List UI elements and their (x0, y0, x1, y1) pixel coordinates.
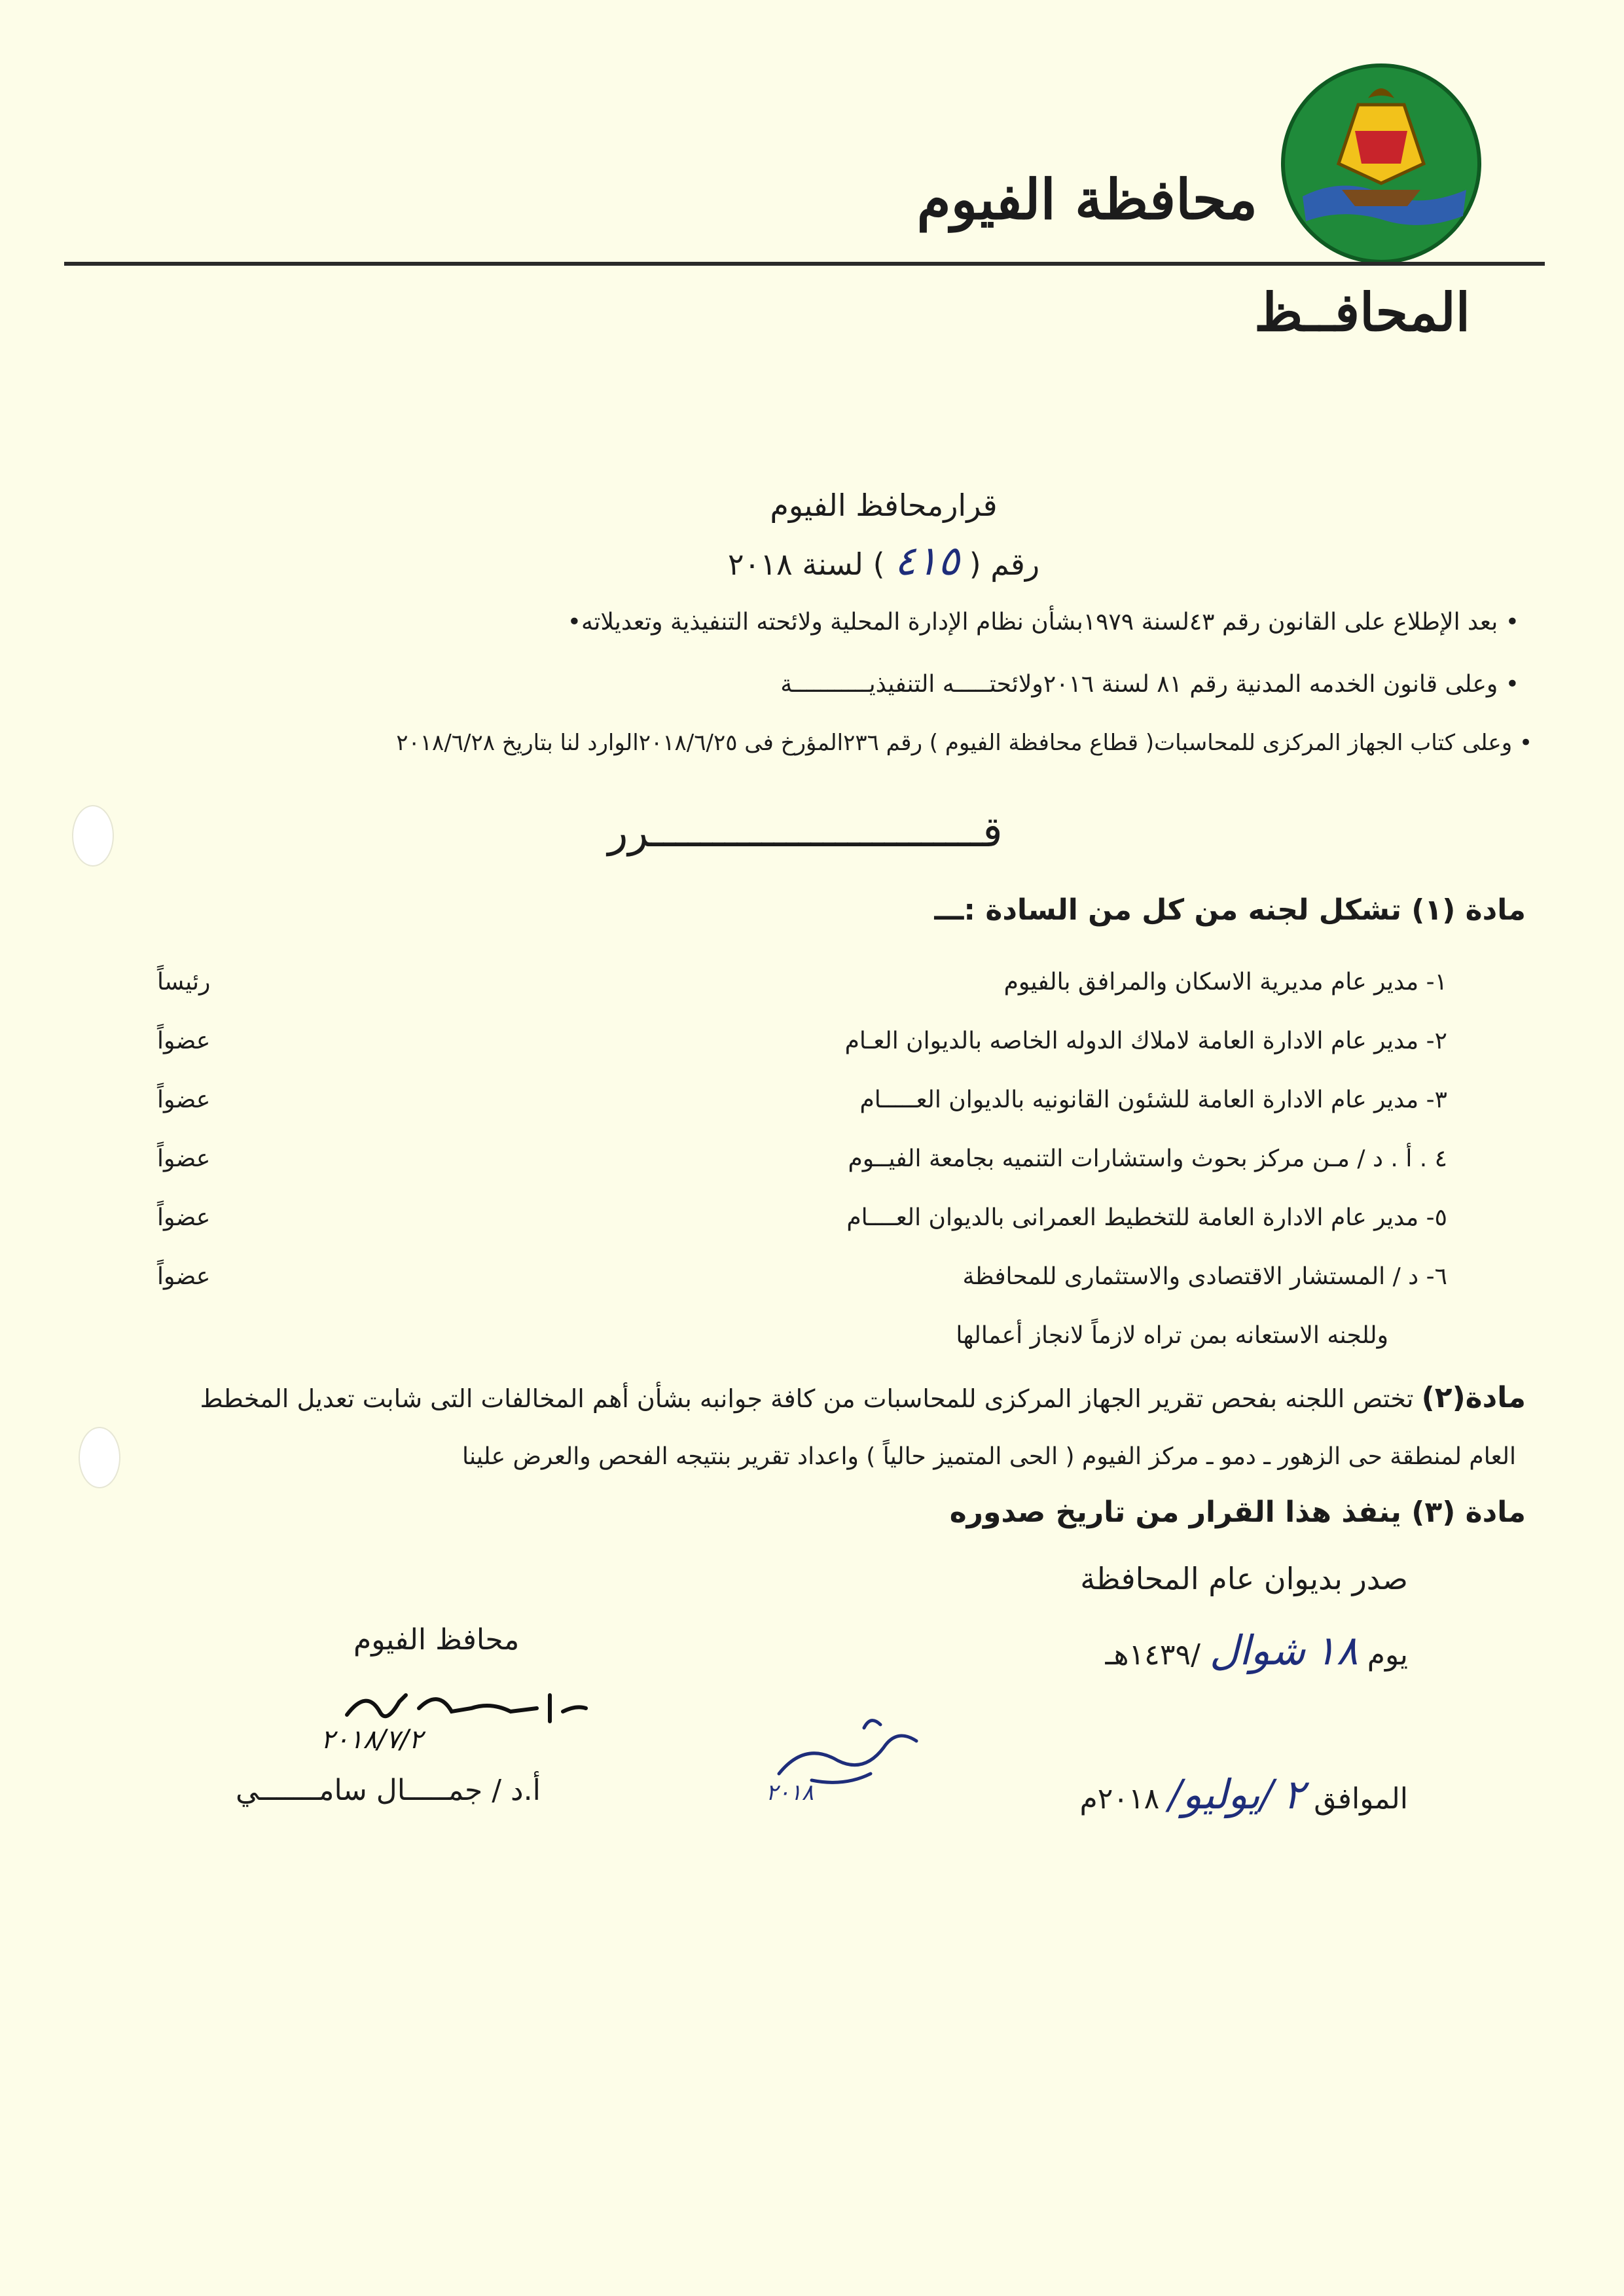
office-title: المحافــظ (1254, 281, 1470, 343)
article-2 (200, 1381, 1526, 1414)
day-label: يوم (1367, 1638, 1408, 1672)
initials-year: ٢٠١٨ (766, 1780, 814, 1806)
committee-member: ٣- مدير عام الادارة العامة للشئون القانونيه بالديوان العـــــام (859, 1086, 1447, 1113)
preamble-item: • وعلى كتاب الجهاز المركزى للمحاسبات( قطاع محافظة الفيوم ) رقم ٢٣٦المؤرخ فى ٢٠١٨/٦/٢٥الوارد لنا بتاريخ ٢٠١٨/٦/٢٨ (396, 730, 1532, 756)
decision-number-prefix: رقم ( (969, 547, 1040, 582)
article-1-heading: مادة (١) تشكل لجنه من كل من السادة :ـــ (934, 893, 1526, 927)
member-role: عضواً (157, 1263, 211, 1290)
article-2-continuation: العام لمنطقة حى الزهور ـ دمو ـ مركز الفيوم ( الحى المتميز حالياً ) واعداد تقرير بنتيجه الفحص والعرض علينا (461, 1443, 1516, 1470)
signature-date: ٢٠١٨/٧/٢ (321, 1725, 423, 1755)
decision-number (458, 537, 1309, 584)
decision-number-suffix: ) لسنة ٢٠١٨ (727, 547, 885, 582)
decides-heading: قـــــــــــــــــــــــــــرر (607, 808, 1003, 857)
member-role: عضواً (157, 1028, 211, 1054)
punch-hole (79, 1427, 120, 1488)
decision-title: قرارمحافظ الفيوم (770, 488, 998, 523)
initials-signature (766, 1702, 936, 1806)
governorate-name: محافظة الفيوم (916, 167, 1257, 232)
hijri-year: /١٤٣٩هـ (1105, 1638, 1200, 1672)
gregorian-date (1079, 1770, 1408, 1818)
committee-member: ٥- مدير عام الادارة العامة للتخطيط العمرانى بالديوان العــــام (846, 1204, 1447, 1231)
member-role: عضواً (157, 1204, 211, 1231)
hijri-month-handwritten: شوال (1209, 1626, 1306, 1674)
article-2-label: مادة(٢) (1421, 1381, 1526, 1414)
decision-number-handwritten: ٤١٥ (894, 537, 960, 584)
preamble-item: • وعلى قانون الخدمه المدنية رقم ٨١ لسنة ٢٠١٦ولائحتـــــه التنفيذيـــــــــــة (780, 671, 1519, 698)
greg-month-handwritten: /يوليو/ (1168, 1770, 1274, 1818)
member-role: عضواً (157, 1086, 211, 1113)
governorate-emblem (1276, 59, 1486, 268)
agreed-label: الموافق (1314, 1782, 1408, 1816)
committee-assistance-note: وللجنه الاستعانه بمن تراه لازماً لانجاز أعمالها (956, 1322, 1388, 1349)
hijri-day-handwritten: ١٨ (1314, 1626, 1358, 1674)
greg-year: ٢٠١٨م (1079, 1782, 1160, 1816)
header-divider (64, 262, 1545, 266)
greg-day-handwritten: ٢ (1282, 1770, 1305, 1818)
hijri-date (1105, 1626, 1408, 1674)
committee-member: ٤ . أ . د / مـن مركز بحوث واستشارات التنميه بجامعة الفيــوم (848, 1145, 1447, 1172)
member-role: رئيساً (157, 969, 211, 996)
signer-title: محافظ الفيوم (353, 1623, 520, 1657)
committee-member: ٦- د / المستشار الاقتصادى والاستثمارى للمحافظة (962, 1263, 1447, 1290)
article-3: مادة (٣) ينفذ هذا القرار من تاريخ صدوره (949, 1496, 1526, 1529)
preamble-item: • بعد الإطلاع على القانون رقم ٤٣لسنة ١٩٧٩بشأن نظام الإدارة المحلية ولائحته التنفيذية وتعديلاته• (567, 609, 1519, 636)
committee-member: ١- مدير عام مديرية الاسكان والمرافق بالفيوم (1003, 969, 1447, 996)
signer-name: أ.د / جمـــــال سامـــــــي (236, 1774, 541, 1807)
committee-member: ٢- مدير عام الادارة العامة لاملاك الدوله الخاصه بالديوان العـام (844, 1028, 1447, 1054)
article-2-text: تختص اللجنه بفحص تقرير الجهاز المركزى للمحاسبات من كافة جوانبه بشأن أهم المخالفات التى شابت تعديل المخطط (200, 1384, 1414, 1413)
issued-at: صدر بديوان عام المحافظة (1080, 1561, 1408, 1596)
member-role: عضواً (157, 1145, 211, 1172)
punch-hole (72, 805, 114, 867)
